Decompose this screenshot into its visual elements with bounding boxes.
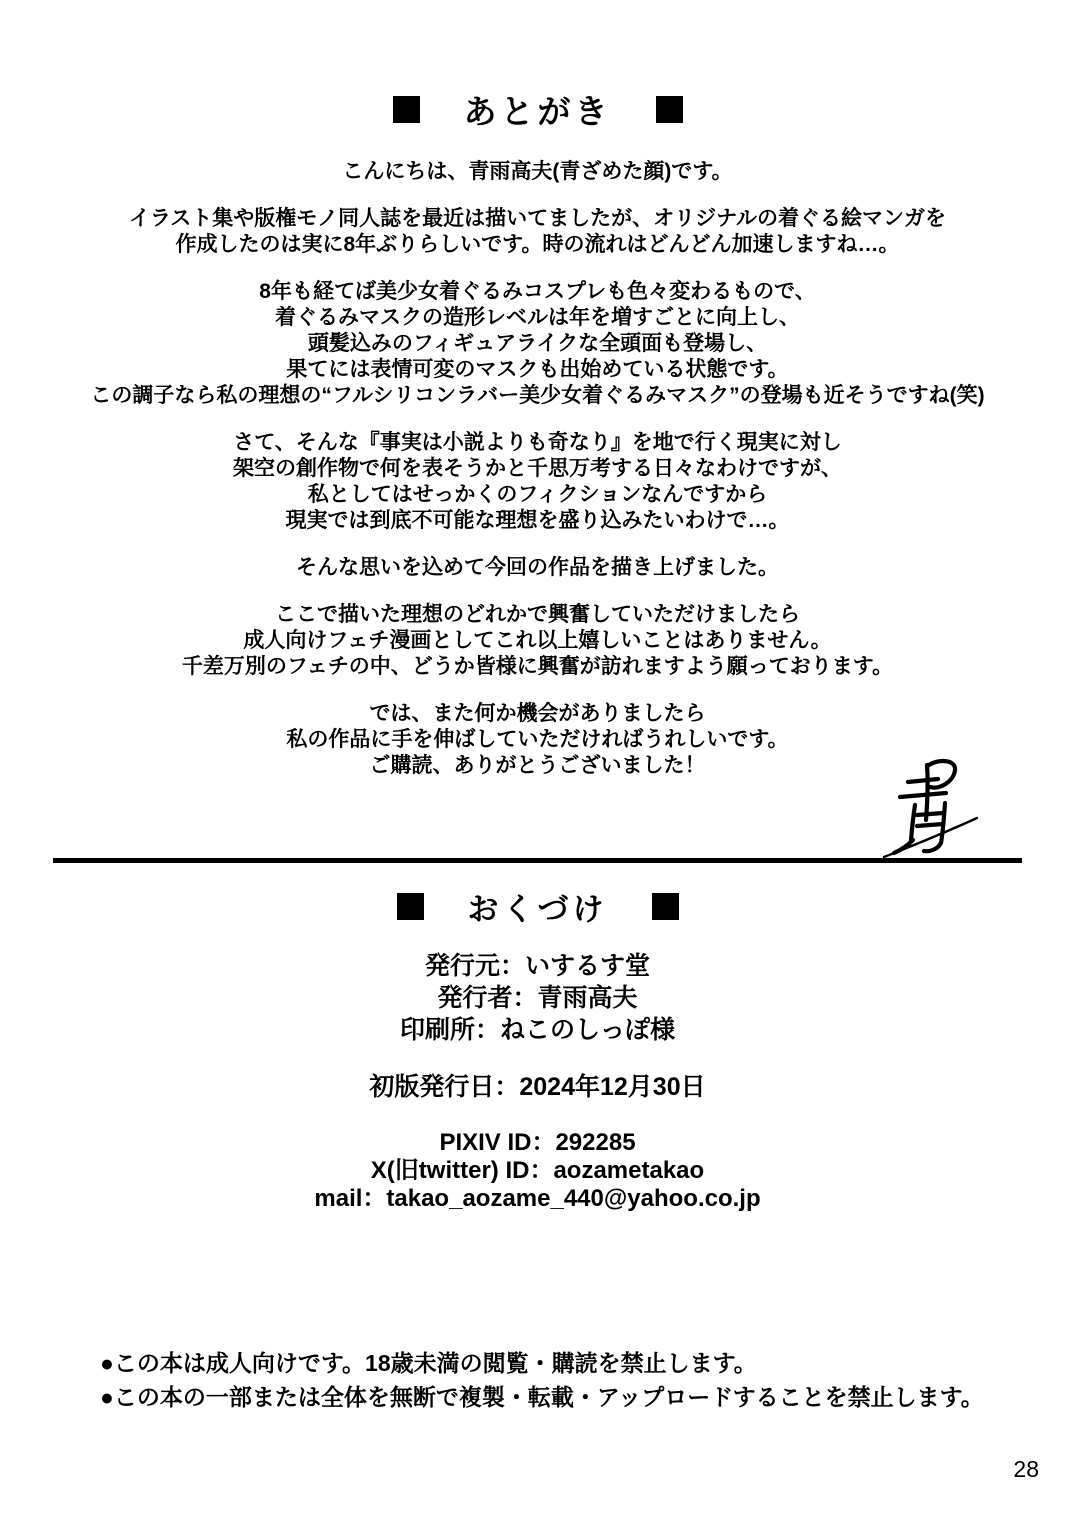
afterword-paragraph <box>0 206 1075 258</box>
colophon-publisher-block <box>0 951 1075 1047</box>
text-line: 現実では到底不可能な理想を盛り込みたいわけで…。 <box>285 509 790 532</box>
text-line: 千差万別のフェチの中、どうか皆様に興奮が訪れますよう願っております。 <box>181 655 894 678</box>
colophon-contact-block <box>0 1129 1075 1213</box>
pixiv-id-line: PIXIV ID：292285 <box>439 1129 636 1156</box>
afterword-paragraph <box>0 430 1075 534</box>
afterword-section <box>0 86 1075 800</box>
afterword-paragraph <box>0 555 1075 581</box>
mail-line: mail：takao_aozame_440@yahoo.co.jp <box>314 1185 761 1212</box>
black-square-icon <box>656 96 683 123</box>
text-line: さて、そんな『事実は小説よりも奇なり』を地で行く現実に対し <box>233 431 842 454</box>
afterword-paragraph <box>0 159 1075 185</box>
text-line: 架空の創作物で何を表そうかと千思万考する日々なわけですが、 <box>233 457 842 480</box>
text-line: 着ぐるみマスクの造形レベルは年を増すごとに向上し、 <box>275 306 800 329</box>
publisher-line: 発行元：いするす堂 <box>424 953 650 980</box>
notice-line: ●この本の一部または全体を無断で複製・転載・アップロードすることを禁止します。 <box>100 1384 984 1410</box>
notice-line: ●この本は成人向けです。18歳未満の閲覧・購読を禁止します。 <box>100 1350 757 1376</box>
text-line: 成人向けフェチ漫画としてこれ以上嬉しいことはありません。 <box>243 629 832 652</box>
page-number: 28 <box>1013 1456 1039 1482</box>
colophon-title-text: おくづけ <box>467 892 608 927</box>
section-divider <box>53 858 1022 863</box>
colophon-section <box>0 884 1075 1213</box>
text-line: イラスト集や版権モノ同人誌を最近は描いてましたが、オリジナルの着ぐる絵マンガを <box>128 207 947 230</box>
black-square-icon <box>652 893 679 920</box>
afterword-paragraph <box>0 602 1075 680</box>
notices-block <box>100 1346 984 1414</box>
text-line: こんにちは、青雨高夫(青ざめた顔)です。 <box>342 160 733 183</box>
text-line: そんな思いを込めて今回の作品を描き上げました。 <box>296 556 779 579</box>
author-line: 発行者：青雨高夫 <box>437 985 638 1012</box>
colophon-date-block <box>0 1071 1075 1103</box>
first-edition-line: 初版発行日：2024年12月30日 <box>369 1073 706 1101</box>
printer-line: 印刷所：ねこのしっぽ様 <box>399 1017 675 1044</box>
x-id-line: X(旧twitter) ID：aozametakao <box>370 1157 705 1184</box>
text-line: 8年も経てば美少女着ぐるみコスプレも色々変わるもので、 <box>259 280 816 303</box>
text-line: 作成したのは実に8年ぶりらしいです。時の流れはどんどん加速しますね…。 <box>175 233 900 256</box>
text-line: 頭髪込みのフィギュアライクな全頭面も登場し、 <box>307 332 768 355</box>
text-line: この調子なら私の理想の“フルシリコンラバー美少女着ぐるみマスク”の登場も近そうですね(笑) <box>90 384 985 407</box>
text-line: ご購読、ありがとうございました！ <box>369 754 706 777</box>
text-line: では、また何か機会がありましたら <box>369 702 706 725</box>
colophon-title <box>0 884 1075 929</box>
black-square-icon <box>397 893 424 920</box>
author-signature-icon <box>872 752 1010 864</box>
afterword-paragraph <box>0 279 1075 409</box>
text-line: 私の作品に手を伸ばしていただければうれしいです。 <box>286 728 789 751</box>
black-square-icon <box>393 96 420 123</box>
text-line: 果てには表情可変のマスクも出始めている状態です。 <box>286 358 789 381</box>
text-line: ここで描いた理想のどれかで興奮していただけましたら <box>275 603 800 626</box>
text-line: 私としてはせっかくのフィクションなんですから <box>307 483 768 506</box>
afterword-title <box>0 86 1075 133</box>
afterword-title-text: あとがき <box>463 95 612 131</box>
